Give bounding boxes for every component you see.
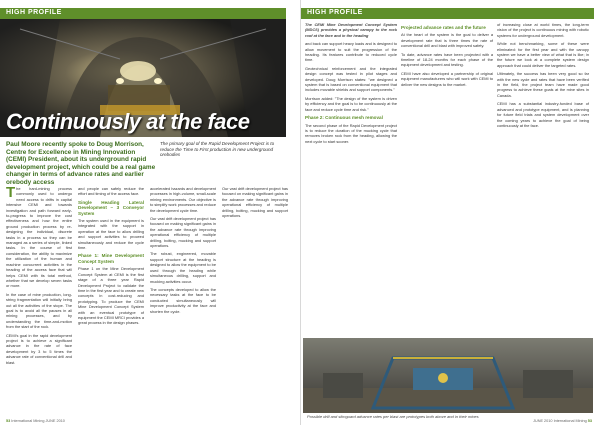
text-column-5 <box>401 22 493 334</box>
section-header-bar <box>301 8 594 19</box>
photo-caption: The primary goal of the Rapid Development Project is to reduce the Time to First production in new underground orebodies <box>160 141 275 158</box>
paragraph: and back can support heavy loads and is designed to allow movement to suit the progression of the heading. Its features contribute to reduced cycle time. <box>305 41 397 63</box>
paragraph: Our vast drift development project has focused on making significant gains in the advance rate through improving operational efficiency of multiple drilling, bolting, mucking and support operations. <box>222 186 288 219</box>
text-column-4 <box>305 22 397 334</box>
article-title: Continuously at the face <box>6 109 250 134</box>
issue-date: JUNE 2010 <box>533 419 553 423</box>
paragraph: At the heart of the system is the goal to deliver a development rate that is three times the rate of conventional drill and blast with improved safety. <box>401 32 493 49</box>
page-number: 53 <box>6 419 11 423</box>
paragraph: accelerated hazards and development processes in high-volume, small-scale mining environments. Our objective is to simplify work processes and reduce the development cycle time. <box>150 186 216 213</box>
paragraph: The concepts developed to allow the necessary tasks at the face to be conducted simultaneously will improve productivity at the face and shorten the cycle. <box>150 286 216 314</box>
page-footer <box>533 419 592 423</box>
paragraph: The robust, engineered, movable support structure at the heading is designed to allow the equipment to be used through the heading while simultaneous drilling, support and mucking activities occur. <box>150 251 216 284</box>
text-column-3 <box>150 186 216 411</box>
paragraph: Ultimately, the success has been very good so far with the new cycle and rates that have been verified in the field, the project team have made good progress to achieve these goals at the mine sites in Canada. <box>497 71 589 98</box>
text-column-3b <box>222 186 288 411</box>
paragraph: CEMI have also developed a partnership of original equipment manufacturers who will work with CEMI to deliver the new designs to the market. <box>401 70 493 87</box>
paragraph: Morrison added: "The design of the system is driven by efficiency and the goal is to be continuously at the face and reduce cycle time and risk." <box>305 95 397 112</box>
equipment-illustration <box>303 338 593 413</box>
section-label: HIGH PROFILE <box>6 9 62 16</box>
publication-name: International Mining <box>11 419 45 423</box>
photo-caption: Possible drill and slimguard advance rates per blast are prototypes both above and in their mines <box>307 414 479 419</box>
paragraph: The system used in the equipment is integrated with the support in operation at the face to allow drilling and support activities to proceed simultaneously and reduce the cycle time. <box>78 218 144 251</box>
right-page <box>300 0 600 425</box>
text-column-6 <box>497 22 589 334</box>
page-footer <box>6 419 65 423</box>
paragraph: In the case of mine production, long-string fragmentation will initially bring out all the activities of the stope. The goal is to avoid all the pauses in all mining processes, and by understanding the time-and-motion from the start of the rock. <box>6 291 72 330</box>
paragraph: CEMI has a substantial industry-funded base of advanced and prototype equipment, and is planning for future field trials and system development over the coming years to achieve the goal of being continuously at the face. <box>497 101 589 128</box>
equipment-photo <box>303 338 593 413</box>
hero-photo <box>0 19 286 137</box>
photo-caption: The CEMI Mine Development Concept System (MDCS) provides a physical canopy to the rock roof at the face and in the heading <box>305 22 397 38</box>
paragraph: he hard-mining process commonly used to undergo need access to drifts in capital intensive CEMI and towards investigation and path forward early-to-progress to improve the cost effectiveness and how the entire ground production process by re-designing the individual, discrete tasks in a process so they can be managed as a series of simple, linked tasks. In the course of first consideration, the ability to maximize the utilization of the human and machine concurrent activities in the heading of the access face that will helps CEMI with its total method, whether that we develop seven tasks or more. <box>6 186 72 289</box>
paragraph: While not benchmarking, some of these were eliminated: for the first year and with the canopy system we have a better view of what that is like; in the future we look at a complete system design approach that could deliver the targeted rates. <box>497 41 589 68</box>
paragraph: To date, advance rates have been projected with a timeline of 18-24 months for each phase of the equipment development and testing. <box>401 51 493 68</box>
paragraph: Our vast drift development project has focused on making significant gains in the advance rate through improving operational efficiency of multiple drilling, bolting, mucking and support operations. <box>150 216 216 249</box>
subheading: Phase 1: Mine Development Concept System <box>78 253 144 264</box>
section-label: HIGH PROFILE <box>307 9 363 16</box>
paragraph: CEMI's goal in the rapid development project is to achieve a significant advance in the rate of face development by 3 to 5 times the advance rate of conventional drill and blast. <box>6 332 72 365</box>
text-column-1 <box>6 186 72 411</box>
text-column-2 <box>78 186 144 411</box>
paragraph: and people can safely reduce the effort and timing of the access face. <box>78 186 144 197</box>
paragraph: Geotechnical reinforcement and the integrated design concept was tested in pilot stages and developed. Doug Morrison states: "we designed a system that is based on conventional equipment that includes movable shields and support components." <box>305 65 397 93</box>
issue-date: JUNE 2010 <box>45 419 65 423</box>
standfirst: Paul Moore recently spoke to Doug Morrison, Centre for Excellence in Mining Innovation (CEMI) President, about its underground rapid development project, which could be a real game changer in terms of advance rates and earlier orebody access <box>6 141 156 186</box>
drop-cap: T <box>6 186 16 201</box>
subheading: Single Heading Lateral Development – 3 Conveyor System <box>78 199 144 216</box>
paragraph: The second phase of the Rapid Development project is to reduce the duration of the mucking cycle that removes broken rock from the heading, allowing the next cycle to start sooner. <box>305 122 397 144</box>
paragraph: of increasing close at world times, the long-term vision of the project is continuous mining with robotic systems for underground development. <box>497 22 589 38</box>
publication-name: International Mining <box>553 419 587 423</box>
subheading: Projected advance rates and the future <box>401 25 486 30</box>
paragraph: Phase 1 on the Mine Development Concept System at CEMI is the first stage of a three year Rapid Development Project to validate the time in the first year and to create new concepts in cost-reducing and prototyping. To produce the CEMI Mine Development Concept System with an eventual prototype of equipment the CEMI MRCI provides a great process in the design phases. <box>78 266 144 326</box>
subheading: Phase 2: Continuous mesh removal <box>305 115 383 121</box>
page-number: 53 <box>587 419 592 423</box>
section-header-bar <box>0 8 286 19</box>
